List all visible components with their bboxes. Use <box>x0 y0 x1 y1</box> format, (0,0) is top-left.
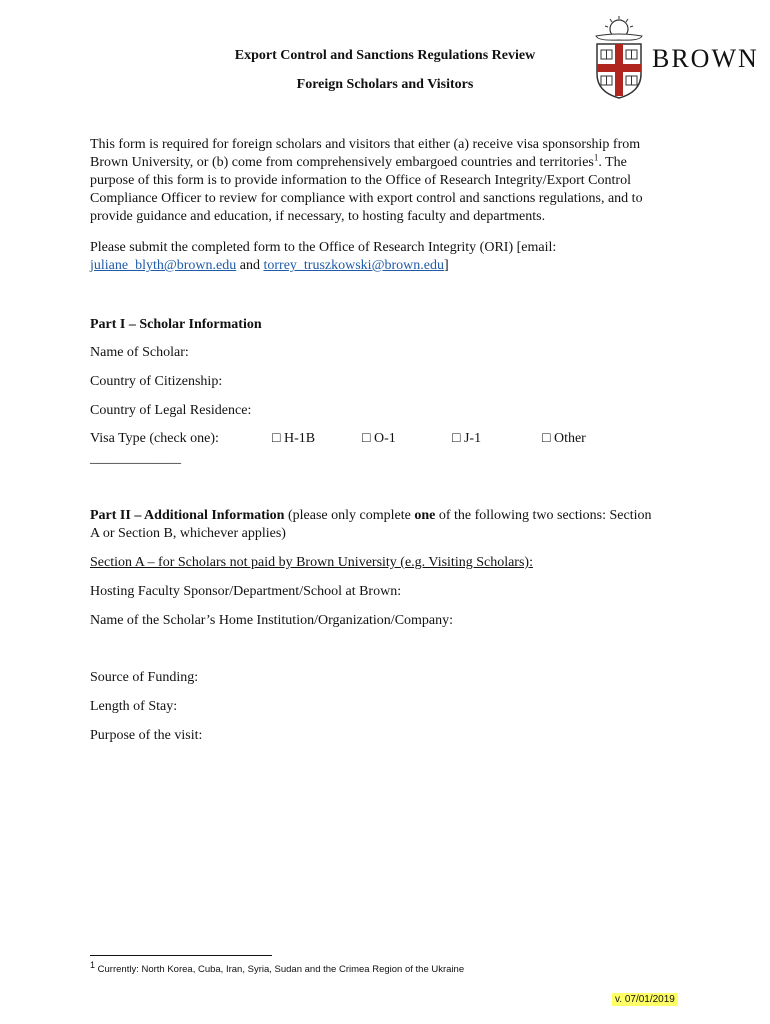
form-subtitle: Foreign Scholars and Visitors <box>296 77 474 92</box>
home-institution-label: Name of the Scholar’s Home Institution/Organization/Company: <box>90 613 454 628</box>
bracket-text: ] <box>443 258 449 273</box>
intro-line: provide guidance and education, if necessary, to hosting faculty and departments. <box>90 209 546 224</box>
submit-line <box>90 257 690 275</box>
visa-checkbox-j1[interactable]: □ J-1 <box>452 431 482 446</box>
citizenship-label: Country of Citizenship: <box>90 374 223 389</box>
length-of-stay-label: Length of Stay: <box>90 699 178 714</box>
intro-text: . The <box>598 155 627 170</box>
other-visa-blank[interactable]: _____________ <box>90 451 181 466</box>
visa-type-row <box>90 430 650 448</box>
part2-line <box>90 507 690 525</box>
brown-logo <box>590 14 760 100</box>
visa-type-label: Visa Type (check one): <box>90 431 219 446</box>
and-text: and <box>236 258 264 273</box>
section-a-heading: Section A – for Scholars not paid by Brown University (e.g. Visiting Scholars): <box>90 555 533 570</box>
visa-checkbox-h1b[interactable]: □ H-1B <box>272 431 316 446</box>
footnote-divider <box>90 955 272 956</box>
intro-paragraph <box>90 136 690 226</box>
submit-line: Please submit the completed form to the Office of Research Integrity (ORI) [email: <box>90 240 557 255</box>
visa-checkbox-other[interactable]: □ Other <box>542 431 586 446</box>
email-link-juliane[interactable]: juliane_blyth@brown.edu <box>90 258 237 273</box>
part2-emphasis: one <box>414 508 436 523</box>
part2-heading: Part II – Additional Information <box>90 508 285 523</box>
intro-line: purpose of this form is to provide information to the Office of Research Integrity/Export Control <box>90 173 631 188</box>
footnote <box>90 959 465 975</box>
brown-shield-icon <box>590 14 650 100</box>
version-label: v. 07/01/2019 <box>612 993 678 1006</box>
visa-checkbox-o1[interactable]: □ O-1 <box>362 431 396 446</box>
submit-paragraph <box>90 239 690 275</box>
intro-text: Brown University, or (b) come from comprehensively embargoed countries and territories <box>90 155 594 170</box>
part2-text: (please only complete <box>284 508 415 523</box>
funding-label: Source of Funding: <box>90 670 199 685</box>
scholar-name-label: Name of Scholar: <box>90 345 189 360</box>
intro-line: Compliance Officer to review for compliance with export control and sanctions regulations, and to <box>90 191 643 206</box>
residence-label: Country of Legal Residence: <box>90 403 252 418</box>
form-title: Export Control and Sanctions Regulations Review <box>234 48 536 63</box>
part2-intro <box>90 507 690 543</box>
intro-line <box>90 154 690 172</box>
email-link-torrey[interactable]: torrey_truszkowski@brown.edu <box>263 258 444 273</box>
part1-heading: Part I – Scholar Information <box>90 317 262 332</box>
footnote-mark: 1 <box>90 959 96 970</box>
part2-line: A or Section B, whichever applies) <box>90 526 286 541</box>
part2-text: of the following two sections: Section <box>435 508 652 523</box>
sponsor-label: Hosting Faculty Sponsor/Department/School at Brown: <box>90 584 402 599</box>
footnote-ref: 1 <box>593 152 599 163</box>
footnote-text: Currently: North Korea, Cuba, Iran, Syria, Sudan and the Crimea Region of the Ukraine <box>95 964 465 975</box>
intro-line: This form is required for foreign scholars and visitors that either (a) receive visa sponsorship from <box>90 137 641 152</box>
purpose-label: Purpose of the visit: <box>90 728 203 743</box>
brown-wordmark: BROWN <box>652 44 759 73</box>
